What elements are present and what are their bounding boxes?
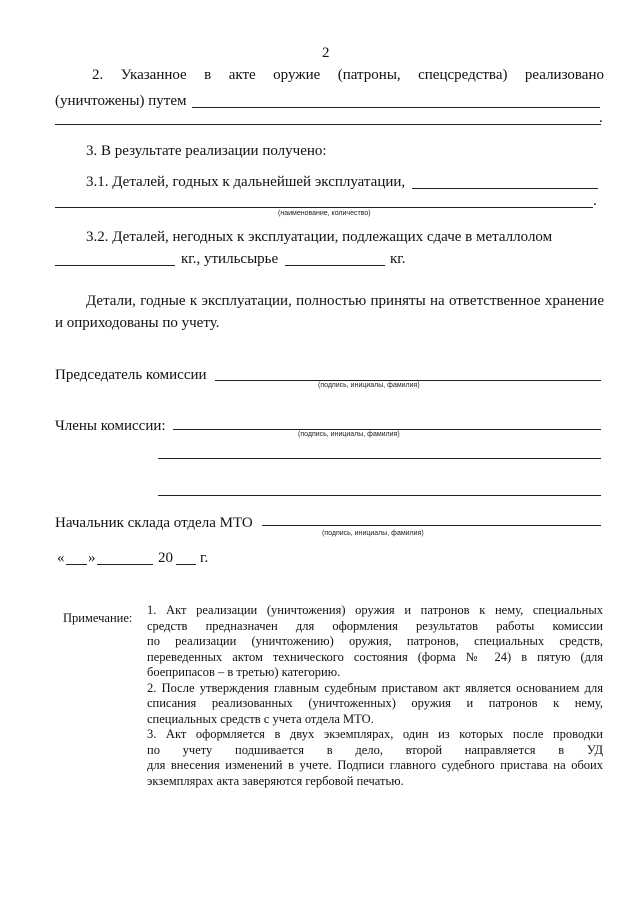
item-3-1-end-period: . (593, 193, 597, 209)
date-close-quote: » (88, 550, 96, 566)
item-3-1-caption: (наименование, количество) (278, 210, 371, 217)
note-p2-line-2: списания реализованных (уничтоженных) оружия и патронов к нему, (147, 696, 603, 710)
section2-fill-line-2 (55, 124, 601, 125)
accepted-line1: Детали, годные к эксплуатации, полностью приняты на ответственное хранение (86, 293, 604, 309)
date-year-suffix: г. (200, 550, 209, 566)
section2-line1: 2. Указанное в акте оружие (патроны, спецсредства) реализовано (92, 67, 604, 83)
member-signature-line-2 (158, 458, 601, 459)
item-3-2-line1: 3.2. Деталей, негодных к эксплуатации, подлежащих сдаче в металлолом (86, 229, 553, 245)
date-year-prefix: 20 (158, 550, 173, 566)
item-3-1-fill-line (412, 188, 598, 189)
section2-line2: (уничтожены) путем (55, 93, 187, 109)
note-p1-line-2: средств предназначен для оформления результатов работы комиссии (147, 618, 603, 633)
item-3-2-kg-end: кг. (390, 251, 406, 267)
section2-fill-line-1 (192, 107, 600, 108)
note-p1-line-5: боеприпасов – в третью) категорию. (147, 665, 341, 679)
page-number: 2 (322, 45, 330, 61)
note-p1-line-4: переведенных актом технического состояния (форма № 24) в пятую (для (147, 649, 603, 664)
chairman-signature-line (215, 380, 601, 381)
date-open-quote: « (57, 550, 65, 566)
note-p2-line-3: специальных средств с учета отдела МТО. (147, 711, 374, 726)
warehouse-head-label: Начальник склада отдела МТО (55, 515, 253, 531)
note-p1-line-3: по реализации (уничтожению) оружия, патронов, специальных средств, (147, 634, 603, 648)
date-year-line (176, 564, 196, 565)
members-label: Члены комиссии: (55, 418, 166, 434)
item-3-2-kg-line (55, 265, 175, 266)
member-signature-line-3 (158, 495, 601, 496)
note-p3-line-4: экземплярах акта заверяются гербовой печатью. (147, 773, 404, 788)
item-3-2-scrap-line (285, 265, 385, 266)
warehouse-head-signature-line (262, 525, 601, 526)
note-label: Примечание: (63, 611, 133, 625)
item-3-1: 3.1. Деталей, годных к дальнейшей эксплуатации, (86, 174, 406, 190)
note-p3-line-3: для внесения изменений в учете. Подписи главного судебного пристава на обоих (147, 758, 603, 772)
item-3-2-kg-label: кг., утильсырье (181, 251, 279, 267)
member-signature-line-1 (173, 429, 601, 430)
note-p1-line-1: 1. Акт реализации (уничтожения) оружия и патронов к нему, специальных (147, 603, 603, 617)
note-body (147, 603, 603, 789)
note-p2-line-1: 2. После утверждения главным судебным приставом акт является основанием для (147, 680, 603, 695)
section2-end-period: . (599, 110, 603, 126)
note-p3-line-1: 3. Акт оформляется в двух экземплярах, один из которых после проводки (147, 727, 603, 741)
date-month-line (97, 564, 153, 565)
accepted-line2: и оприходованы по учету. (55, 315, 220, 331)
section3-heading: 3. В результате реализации получено: (86, 143, 327, 159)
note-p3-line-2: по учету подшивается в дело, второй направляется в УД (147, 742, 603, 757)
item-3-1-fill-line-2 (55, 207, 593, 208)
chairman-label: Председатель комиссии (55, 367, 207, 383)
members-caption: (подпись, инициалы, фамилия) (298, 431, 400, 438)
warehouse-head-caption: (подпись, инициалы, фамилия) (322, 530, 424, 537)
date-day-line (66, 564, 87, 565)
chairman-caption: (подпись, инициалы, фамилия) (318, 382, 420, 389)
